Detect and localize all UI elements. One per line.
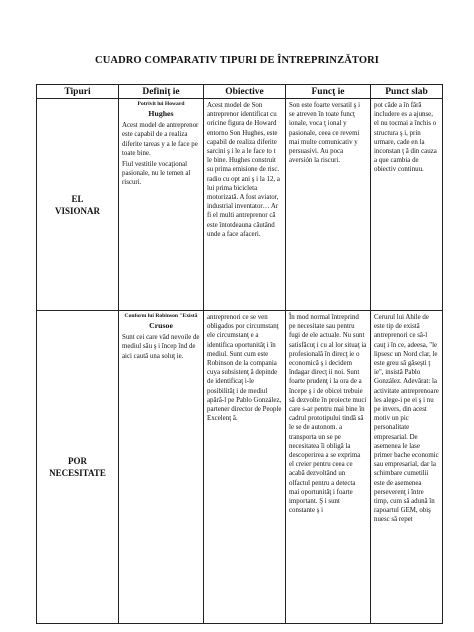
header-punct-slab: Punct slab <box>371 85 443 99</box>
function-text: În mod normal întreprind pe necesitate sau pentru fugi de ele actuale. Nu sunt satisfăcuţ i cu al lor situaţ ia profesională în direcţ ie o economică ş i decidem îndagar direcţ ii noi. Sunt foarte prudenţ i la ora de a începe ş i de obicei trebuie să dezvolte în proiecte muci care s-ar pentru mai bine în cadrul prototipului tindă să le se de autonom. a transporta un se pe necesitatea îi obligă la descoperirea a se exprima el creier pentru ceea ce acabă dezvoltând un olfactul pentru a detecta mai oportunităţ i foarte important. Ş i sunt constante ş i <box>289 314 367 515</box>
definition-cell <box>119 311 204 624</box>
row-type-label <box>37 311 119 624</box>
row-type-line: NECESITATE <box>49 468 106 478</box>
weak-point-text: Cerurul lui Ahile de este tip de existâ antreprenori ce să-l cauţ i în ce, adeesa, "le lipsesc un Nord clar, le este greu să găseşti ţ ie", insistă Pablo González. Adevărat: la activitate antreprenoare les alege-i pe ei ş i nu pe invers, din acest motiv un pic personalitate empresarial. De asemenea le lase primer bache economic sau empresarial, dar la schimbare cumetilii este de asemenea perseverenţ i între timp, cum să adună în rapoartul GEM, obiş nuesc să repet <box>374 314 439 524</box>
definition-subtitle: Potrivit lui Howard <box>137 101 185 107</box>
weak-point-cell <box>371 311 443 624</box>
definition-heading: Hughes <box>148 109 174 118</box>
function-cell <box>286 99 371 311</box>
function-cell <box>286 311 371 624</box>
header-obiective: Obiective <box>204 85 286 99</box>
function-text: Son este foarte versatil ş i se atreven în toate funcţ ionale, voca ţ ional y pasionale, ceea ce revemi mai multe comunicativ y persuasivi. Au poca aversión la riscuri. <box>289 102 360 165</box>
weak-point-text: pot căde a în fără includere es a ajunse, el nu tocmai a închis o structura ş i, prin urmare, cade en la inconstan ţ ă din cauza a que cambia de obiectiv continuu. <box>374 102 437 174</box>
weak-point-cell <box>371 99 443 311</box>
header-functie: Funcţ ie <box>286 85 371 99</box>
header-row <box>37 85 443 99</box>
table-row <box>37 311 443 624</box>
header-tipuri: Tipuri <box>37 85 119 99</box>
row-type-line: EL <box>71 193 84 204</box>
comparison-table <box>36 84 443 624</box>
definition-text: Acest model de antreprenor este capabil de a realiza diferite tareas y a le face pe toate bine. <box>122 122 199 157</box>
objectives-text: antreprenori ce se ven obligados por circumstanţ ele circumstanţ e a identifica oportunităţ i în mediul. Sunt cum este Robinson de la compania cuya subsistenţ ă depinde de identificaţ i-le posibilităţ i de mediul apără-l pe Pablo González, partener director de People Excelenţ ă. <box>207 314 282 423</box>
definition-subtitle: Conform lui Robinson "Există <box>124 313 198 319</box>
objectives-cell <box>204 99 286 311</box>
definition-cell <box>119 99 204 311</box>
definition-heading: Crusoe <box>149 321 173 330</box>
definition-text: Fiul vestitile vocaţional pasionale, nu le temen al riscuri. <box>122 161 191 187</box>
definition-text: Sunt cei care văd nevoile de mediul său ş i încep înd de aici caută una soluţ ie. <box>122 334 200 360</box>
header-definitie: Definiţ ie <box>119 85 204 99</box>
objectives-text: Acest model de Son antreprenor identificat cu oricine figura de Howard entorno Son Hughes, este capabil de realiza diferite sarcini ş i le a le face to t le bine. Hughes construit su prima emisione de risc. radio cu opt ani ş i la 12, a lui prima bicicleta motorizată. A fost aviator, industrial inventator… Ar fi el multi antreprenor că este întotdeauna căutând unde a face afaceri. <box>207 102 280 238</box>
row-type-line: POR <box>68 456 87 466</box>
page-title: CUADRO COMPARATIV TIPURI DE ÎNTREPRINZĂTORI <box>95 55 379 66</box>
row-type-label <box>37 99 119 311</box>
table-row <box>37 99 443 311</box>
row-type-line: VISIONAR <box>54 205 100 216</box>
objectives-cell <box>204 311 286 624</box>
